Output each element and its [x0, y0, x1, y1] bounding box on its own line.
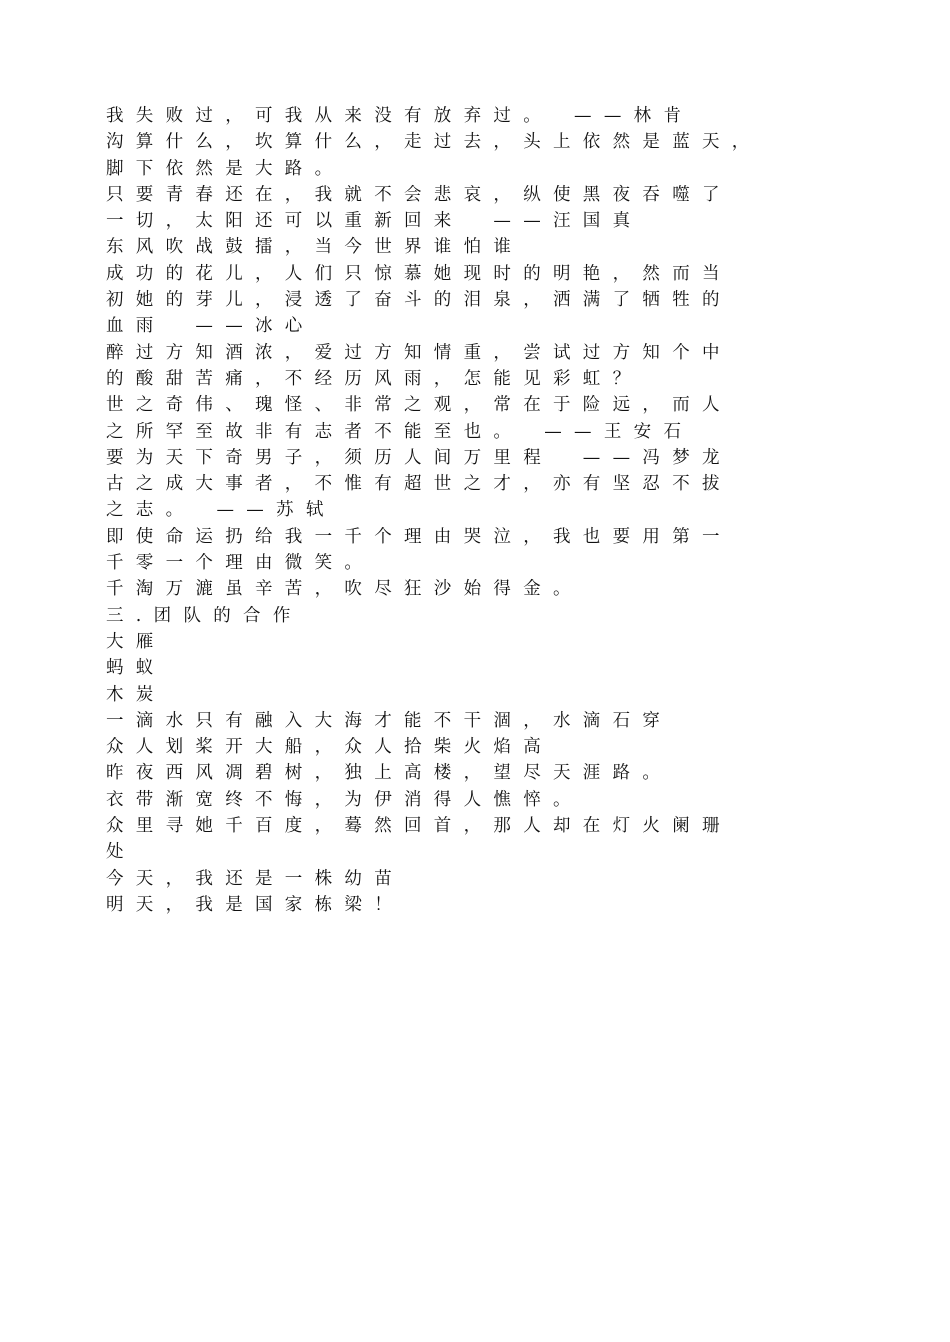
- text-line: 一滴水只有融入大海才能不干涸，水滴石穿: [106, 710, 673, 731]
- text-line: 世之奇伟、瑰怪、非常之观，常在于险远，而人: [106, 395, 732, 416]
- text-line: 众里寻她千百度，蓦然回首，那人却在灯火阑珊: [106, 816, 732, 837]
- text-line: 之所罕至故非有志者不能至也。 ——王安石: [106, 421, 694, 442]
- text-line: 木炭: [106, 684, 166, 705]
- text-line: 众人划桨开大船，众人拾柴火焰高: [106, 737, 553, 758]
- text-line: 大雁: [106, 631, 166, 652]
- text-line: 要为天下奇男子，须历人间万里程 ——冯梦龙: [106, 447, 732, 468]
- text-line: 只要青春还在，我就不会悲哀，纵使黑夜吞噬了: [106, 184, 732, 205]
- text-line: 即使命运扔给我一千个理由哭泣，我也要用第一: [106, 526, 732, 547]
- text-line: 一切，太阳还可以重新回来 ——汪国真: [106, 211, 643, 232]
- text-line: 我失败过，可我从来没有放弃过。 ——林肯: [106, 106, 694, 126]
- text-line: 衣带渐宽终不悔，为伊消得人憔悴。: [106, 789, 583, 810]
- text-line: 脚下依然是大路。: [106, 158, 345, 179]
- text-line: 成功的花儿，人们只惊慕她现时的明艳，然而当: [106, 263, 732, 284]
- section-heading: 三.团队的合作: [106, 605, 303, 626]
- text-line: 东风吹战鼓擂，当今世界谁怕谁: [106, 237, 524, 258]
- text-line: 千零一个理由微笑。: [106, 553, 375, 574]
- text-line: 昨夜西风凋碧树，独上高楼，望尽天涯路。: [106, 763, 673, 784]
- text-line: 处: [106, 842, 136, 863]
- text-line: 古之成大事者，不惟有超世之才，亦有坚忍不拔: [106, 474, 732, 495]
- text-line: 蚂蚁: [106, 658, 166, 679]
- text-line: 明天，我是国家栋梁！: [106, 894, 404, 915]
- text-line: 今天，我还是一株幼苗: [106, 868, 404, 889]
- quote-text-block: [106, 103, 866, 918]
- text-line: 血雨 ——冰心: [106, 316, 315, 337]
- text-line: 沟算什么，坎算什么，走过去，头上依然是蓝天，: [106, 132, 762, 153]
- text-line: 初她的芽儿，浸透了奋斗的泪泉，洒满了牺牲的: [106, 290, 732, 311]
- text-line: 的酸甜苦痛，不经历风雨，怎能见彩虹？: [106, 368, 643, 389]
- text-line: 之志。 ——苏轼: [106, 500, 336, 521]
- text-line: 醉过方知酒浓，爱过方知情重，尝试过方知个中: [106, 342, 732, 363]
- text-line: 千淘万漉虽辛苦，吹尽狂沙始得金。: [106, 579, 583, 600]
